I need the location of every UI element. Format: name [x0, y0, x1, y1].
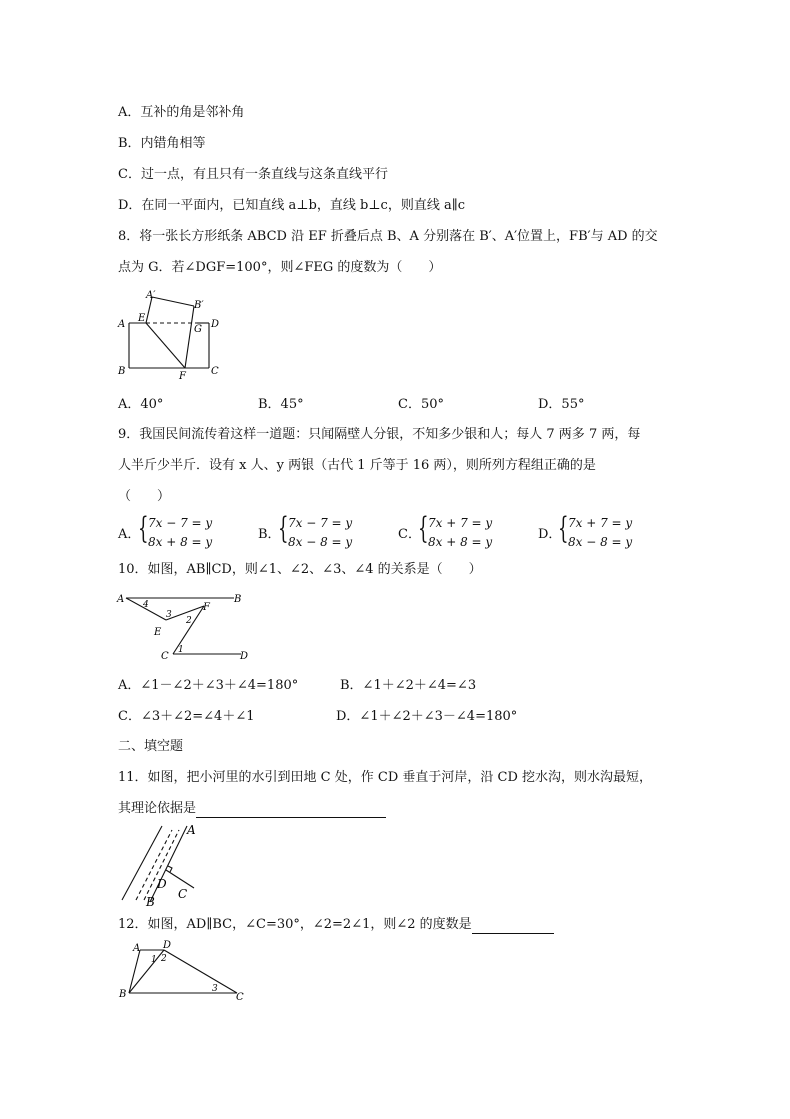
- q8-label-b: B: [118, 366, 126, 377]
- q10-option-a: A．∠1－∠2＋∠3＋∠4=180°: [118, 678, 299, 693]
- q8-label-b-prime: B′: [194, 300, 204, 311]
- q9-stem-line2: 人半斤少半斤．设有 x 人、y 两银（古代 1 斤等于 16 两），则所列方程组正确的是: [118, 458, 596, 473]
- q10-label-f: F: [203, 602, 210, 613]
- q10-label-4: 4: [143, 600, 149, 610]
- q8-label-f: F: [179, 371, 186, 382]
- q10-label-2: 2: [186, 616, 192, 626]
- q9-option-b-label: B．: [258, 527, 281, 542]
- q11-stem-text: 其理论依据是: [118, 801, 197, 816]
- q12-stem-line: [118, 916, 554, 934]
- q8-option-a: A．40°: [118, 397, 164, 412]
- q8-figure: [112, 286, 232, 382]
- q11-figure: [114, 822, 204, 908]
- q12-label-c: C: [236, 992, 244, 1003]
- q11-label-d: D: [157, 877, 167, 891]
- q9-option-a-eq2: 8x + 8 = y: [148, 535, 213, 549]
- q12-answer-blank[interactable]: [472, 919, 554, 934]
- q8-stem-line1: 8．将一张长方形纸条 ABCD 沿 EF 折叠后点 B、A 分别落在 B′、A′位置上，FB′与 AD 的交: [118, 229, 658, 244]
- q12-label-1: 1: [151, 955, 157, 965]
- q10-stem: 10．如图，AB∥CD，则∠1、∠2、∠3、∠4 的关系是（ ）: [118, 562, 482, 577]
- q9-stem-line3: （ ）: [118, 489, 171, 504]
- q8-option-d: D．55°: [538, 397, 585, 412]
- q12-label-3: 3: [212, 984, 218, 994]
- q10-label-3: 3: [166, 610, 172, 620]
- q10-option-c: C．∠3＋∠2=∠4＋∠1: [118, 709, 255, 724]
- q9-option-a-label: A．: [118, 527, 141, 542]
- q9-option-a-brace: {: [138, 511, 149, 546]
- q10-label-d: D: [240, 651, 249, 662]
- q11-answer-blank[interactable]: [196, 803, 386, 818]
- q12-label-d: D: [163, 940, 172, 951]
- q9-option-d-brace: {: [558, 511, 569, 546]
- q12-figure: [116, 938, 252, 1004]
- q9-option-b-brace: {: [278, 511, 289, 546]
- q9-option-d-eq2: 8x − 8 = y: [568, 535, 633, 549]
- q9-option-b-eq2: 8x − 8 = y: [288, 535, 353, 549]
- q8-label-c: C: [211, 366, 219, 377]
- q12-label-b: B: [119, 989, 127, 1000]
- q7-option-c: C．过一点，有且只有一条直线与这条直线平行: [118, 167, 388, 182]
- q9-option-c-brace: {: [418, 511, 429, 546]
- q9-option-d-eq1: 7x + 7 = y: [568, 516, 633, 530]
- section-title-fill-in: 二、填空题: [118, 739, 184, 754]
- q9-option-c-label: C．: [398, 527, 421, 542]
- q8-option-b: B．45°: [258, 397, 304, 412]
- q9-option-d: [538, 511, 658, 550]
- q12-label-a: A: [133, 943, 141, 954]
- q7-option-d: D．在同一平面内，已知直线 a⊥b，直线 b⊥c，则直线 a∥c: [118, 198, 465, 213]
- q9-option-a: [118, 511, 238, 550]
- q9-option-b-eq1: 7x − 7 = y: [288, 516, 353, 530]
- q8-label-a-prime: A′: [146, 290, 156, 301]
- q7-option-b: B．内错角相等: [118, 136, 206, 151]
- q10-label-e: E: [154, 627, 162, 638]
- q11-stem-line2: [118, 800, 386, 818]
- q10-option-d: D．∠1＋∠2＋∠3－∠4=180°: [336, 709, 518, 724]
- q9-stem-line1: 9．我国民间流传着这样一道题：只闻隔壁人分银，不知多少银和人；每人 7 两多 7 两，每: [118, 427, 641, 442]
- q10-figure: [116, 588, 256, 664]
- q11-stem-line1: 11．如图，把小河里的水引到田地 C 处，作 CD 垂直于河岸，沿 CD 挖水沟，则水沟最短，: [118, 770, 653, 785]
- q10-label-1: 1: [178, 645, 184, 655]
- q11-label-c: C: [178, 887, 188, 901]
- q9-option-c: [398, 511, 518, 550]
- q11-label-a: A: [187, 823, 196, 837]
- q12-stem-text: 12．如图，AD∥BC，∠C=30°，∠2=2∠1，则∠2 的度数是: [118, 917, 472, 932]
- q8-stem-line2: 点为 G．若∠DGF=100°，则∠FEG 的度数为（ ）: [118, 260, 442, 275]
- q10-label-a: A: [117, 594, 125, 605]
- q10-option-b: B．∠1＋∠2＋∠4=∠3: [340, 678, 477, 693]
- q9-option-a-eq1: 7x − 7 = y: [148, 516, 213, 530]
- q11-label-b: B: [146, 895, 155, 908]
- q10-label-c: C: [161, 651, 169, 662]
- q9-option-d-label: D．: [538, 527, 562, 542]
- q8-option-c: C．50°: [398, 397, 444, 412]
- q10-label-b: B: [234, 594, 242, 605]
- q8-label-a: A: [118, 319, 126, 330]
- q9-option-c-eq1: 7x + 7 = y: [428, 516, 493, 530]
- q8-label-e: E: [138, 313, 146, 324]
- q12-label-2: 2: [161, 954, 167, 964]
- q9-option-c-eq2: 8x + 8 = y: [428, 535, 493, 549]
- q9-option-b: [258, 511, 378, 550]
- q8-label-g: G: [194, 324, 202, 335]
- q8-label-d: D: [211, 319, 220, 330]
- q7-option-a: A．互补的角是邻补角: [118, 105, 245, 120]
